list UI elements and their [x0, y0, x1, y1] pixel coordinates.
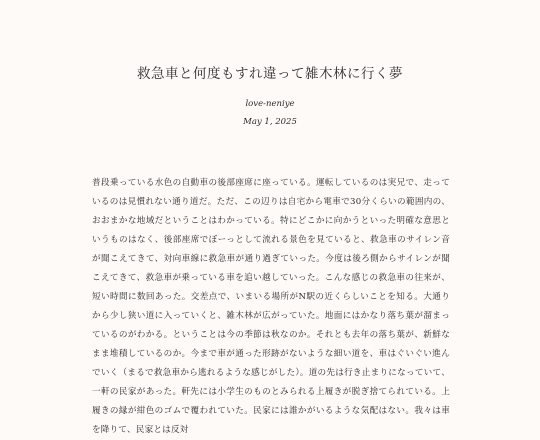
- page-title: 救急車と何度もすれ違って雑木林に行く夢: [137, 66, 403, 82]
- body-paragraph: 普段乗っている水色の自動車の後部座席に座っている。運転しているのは実兄で、走っているのは見慣れない通り道だ。ただ、この辺りは自宅から電車で30分くらいの範囲内の、おおまかな地域だということはわかっている。特にどこかに向かうといった明確な意思というものはなく、後部座席でぼーっとして流れる景色を見ていると、救急車のサイレン音が聞こえてきて、対向車線に救急車が通り過ぎていった。今度は後ろ側からサイレンが聞こえてきて、救急車が乗っている車を追い越していった。こんな感じの救急車の往来が、短い時間に数回あった。交差点で、いまいる場所がN駅の近くらしいことを知る。大通りから少し狭い道に入っていくと、雑木林が広がっていた。地面にはかなり落ち葉が溜まっているのがわかる。ということは今の季節は秋なのか。それとも去年の落ち葉が、新鮮なまま堆積しているのか。今まで車が通った形跡がないような細い道を、車はぐいぐい進んでいく（まるで救急車から逃れるような感じがした）。道の先は行き止まりになっていて、一軒の民家があった。軒先には小学生のものとみられる上履きが脱ぎ捨てられている。上履きの縁が紺色のゴムで覆われていた。民家には誰かがいるような気配はない。我々は車を降りて、民家とは反対: [92, 178, 450, 435]
- article-header: [0, 64, 540, 128]
- article-body: [92, 174, 450, 435]
- post-date: May 1, 2025: [243, 117, 297, 127]
- author-link[interactable]: love-neniye: [245, 99, 295, 109]
